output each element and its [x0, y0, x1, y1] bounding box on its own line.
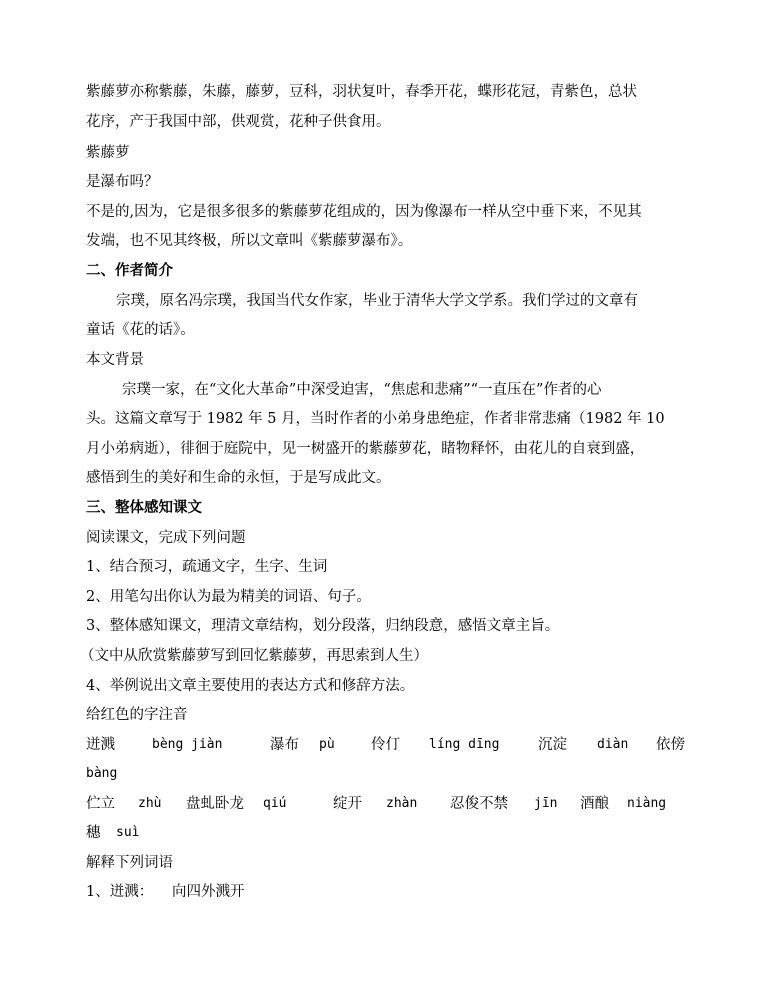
overview-item-note: （文中从欣赏紫藤萝写到回忆紫藤萝，再思索到人生）: [80, 648, 428, 664]
background-line-1: 宗璞一家，在“文化大革命”中深受迫害，“焦虑和悲痛”“一直压在”作者的心: [122, 382, 602, 398]
intro-line-3: 紫藤萝: [86, 145, 130, 161]
pinyin-reading: zhàn: [386, 796, 418, 811]
intro-line-2: 花序，产于我国中部，供观赏，花种子供食用。: [86, 114, 391, 130]
author-line-1: 宗璞，原名冯宗璞，我国当代女作家，毕业于清华大学文学系。我们学过的文章有: [116, 293, 638, 309]
overview-item-1: 1、结合预习，疏通文字，生字、生词: [86, 559, 328, 575]
vocab-term: 1、迸溅：: [86, 884, 154, 900]
intro-line-1: 紫藤萝亦称紫藤，朱藤，藤萝，豆科，羽状复叶，春季开花，蝶形花冠，青紫色，总状: [86, 84, 637, 100]
pinyin-word: 酒酿: [580, 796, 609, 812]
pinyin-word: 绽开: [333, 796, 362, 812]
pinyin-reading: niàng: [627, 796, 667, 811]
overview-heading: 三、整体感知课文: [86, 499, 202, 516]
pinyin-heading: 给红色的字注音: [86, 707, 188, 723]
intro-line-4: 是瀑布吗？: [86, 174, 159, 190]
pinyin-reading: diàn: [597, 737, 629, 752]
overview-item-2: 2、用笔勾出你认为最为精美的词语、句子。: [86, 589, 371, 605]
overview-item-4: 4、举例说出文章主要使用的表达方式和修辞方法。: [86, 678, 415, 694]
pinyin-word: 伶仃: [371, 737, 400, 753]
pinyin-word: 迸溅: [86, 737, 115, 753]
pinyin-word: 忍俊不禁: [450, 796, 508, 812]
pinyin-reading: jīn: [534, 796, 558, 811]
pinyin-word: 穗: [86, 825, 101, 841]
background-line-2: 头。这篇文章写于 1982 年 5 月，当时作者的小弟身患绝症，作者非常悲痛（1982 年 10: [86, 411, 665, 427]
background-heading: 本文背景: [86, 352, 144, 368]
pinyin-word: 依傍: [656, 737, 685, 753]
pinyin-word: 伫立: [86, 796, 115, 812]
background-line-4: 感悟到生的美好和生命的永恒，于是写成此文。: [86, 470, 391, 486]
pinyin-word: 盘虬卧龙: [186, 796, 244, 812]
pinyin-word: 瀑布: [270, 737, 299, 753]
author-heading: 二、作者简介: [86, 262, 173, 279]
pinyin-reading: líng dīng: [429, 737, 500, 752]
background-line-3: 月小弟病逝），徘徊于庭院中，见一树盛开的紫藤萝花，睹物释怀，由花儿的自衰到盛，: [86, 441, 645, 457]
author-line-2: 童话《花的话》。: [86, 322, 195, 338]
pinyin-reading: zhù: [138, 796, 162, 811]
pinyin-word: 沉淀: [538, 737, 567, 753]
intro-line-5: 不是的,因为，它是很多很多的紫藤萝花组成的，因为像瀑布一样从空中垂下来，不见其: [86, 204, 642, 220]
overview-item-3: 3、整体感知课文，理清文章结构，划分段落，归纳段意，感悟文章主旨。: [86, 618, 560, 634]
intro-line-6: 发端，也不见其终极，所以文章叫《紫藤萝瀑布》。: [86, 233, 413, 249]
pinyin-reading: suì: [116, 825, 140, 840]
pinyin-reading: qiú: [263, 796, 287, 811]
overview-task: 阅读课文，完成下列问题: [86, 530, 246, 546]
vocab-heading: 解释下列词语: [86, 855, 173, 871]
pinyin-reading: pù: [319, 737, 335, 752]
vocab-definition: 向四外溅开: [172, 884, 245, 900]
pinyin-reading: bèng jiàn: [152, 737, 223, 752]
pinyin-reading: bàng: [86, 766, 118, 781]
